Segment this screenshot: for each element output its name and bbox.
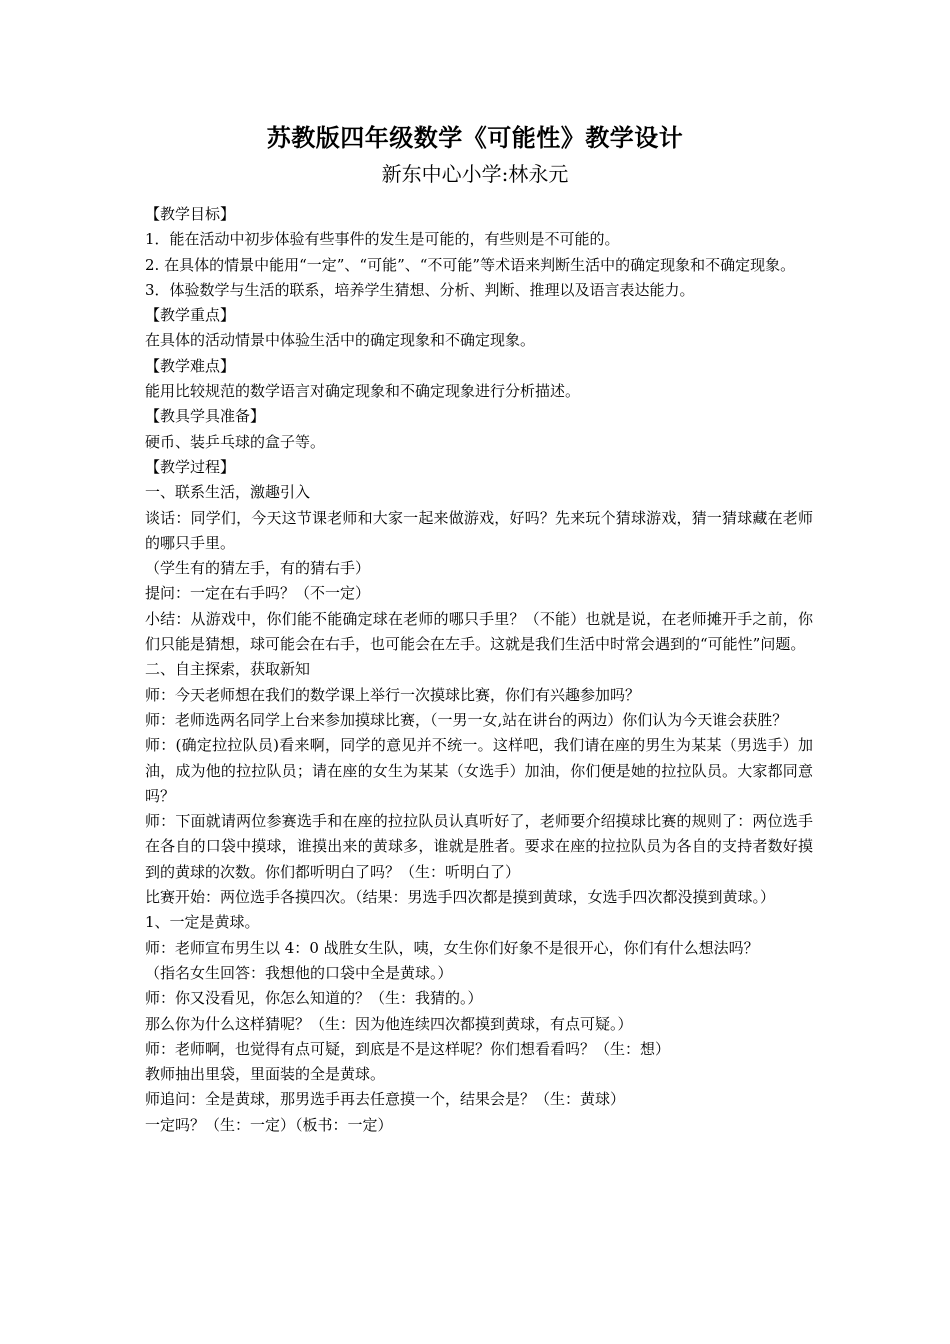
- paragraph: 能用比较规范的数学语言对确定现象和不确定现象进行分析描述。: [145, 382, 581, 401]
- paragraph: 师追问：全是黄球，那男选手再去任意摸一个，结果会是？（生：黄球）: [145, 1090, 626, 1109]
- paragraph: 师：老师宣布男生以 4：0 战胜女生队，咦，女生你们好象不是很开心，你们有什么想法吗？: [145, 938, 759, 957]
- paragraph: 【教学难点】: [145, 356, 236, 375]
- paragraph: 比赛开始：两位选手各摸四次。（结果：男选手四次都是摸到黄球，女选手四次都没摸到黄球。）: [145, 888, 776, 907]
- paragraph: 师：老师选两名同学上台来参加摸球比赛，（一男一女,站在讲台的两边）你们认为今天谁会获胜？: [145, 710, 788, 729]
- paragraph: 【教学目标】: [145, 205, 236, 223]
- paragraph: 提问：一定在右手吗？（不一定）: [145, 584, 371, 603]
- document-title: 苏教版四年级数学《可能性》教学设计: [266, 123, 684, 152]
- paragraph: 1、一定是黄球。: [145, 913, 260, 932]
- paragraph: 【教学重点】: [145, 306, 236, 325]
- paragraph: 3．体验数学与生活的联系，培养学生猜想、分析、判断、推理以及语言表达能力。: [145, 280, 695, 299]
- paragraph: 二、自主探索，获取新知: [145, 660, 311, 679]
- paragraph: 谈话：同学们，今天这节课老师和大家一起来做游戏，好吗？先来玩个猜球游戏，猜一猜球藏在老师的哪只手里。: [145, 508, 813, 552]
- paragraph: 教师抽出里袋，里面装的全是黄球。: [145, 1065, 386, 1084]
- paragraph: 2. 在具体的情景中能用“一定”、“可能”、“不可能”等术语来判断生活中的确定现象和不确定现象。: [145, 255, 796, 274]
- paragraph: 【教具学具准备】: [145, 407, 266, 426]
- paragraph: （指名女生回答：我想他的口袋中全是黄球。）: [145, 963, 453, 982]
- paragraph: 硬币、装乒乓球的盒子等。: [145, 432, 326, 451]
- paragraph: （学生有的猜左手，有的猜右手）: [145, 559, 371, 578]
- paragraph: 小结：从游戏中，你们能不能确定球在老师的哪只手里？（不能）也就是说，在老师摊开手之前，你们只能是猜想，球可能会在右手，也可能会在左手。这就是我们生活中时常会遇到的“可能性”问题。: [145, 609, 813, 654]
- document-subtitle: 新东中心小学:林永元: [381, 162, 569, 186]
- document-body: [145, 202, 813, 1138]
- paragraph: 【教学过程】: [145, 457, 236, 476]
- paragraph: 一、联系生活，激趣引入: [145, 483, 311, 502]
- paragraph: 师：你又没看见，你怎么知道的？（生：我猜的。）: [145, 989, 483, 1008]
- paragraph: 1．能在活动中初步体验有些事件的发生是可能的，有些则是不可能的。: [145, 230, 620, 249]
- paragraph: 一定吗？（生：一定）（板书：一定）: [145, 1115, 393, 1134]
- paragraph: 师：老师啊，也觉得有点可疑，到底是不是这样呢？你们想看看吗？（生：想）: [145, 1039, 671, 1058]
- paragraph: 在具体的活动情景中体验生活中的确定现象和不确定现象。: [145, 331, 536, 350]
- paragraph: 师：(确定拉拉队员)看来啊，同学的意见并不统一。这样吧，我们请在座的男生为某某（男选手）加油，成为他的拉拉队员；请在座的女生为某某（女选手）加油，你们便是她的拉拉队员。大家都同意吗？: [145, 736, 813, 805]
- paragraph: 那么你为什么这样猜呢？（生：因为他连续四次都摸到黄球，有点可疑。）: [145, 1014, 633, 1033]
- paragraph: 师：今天老师想在我们的数学课上举行一次摸球比赛，你们有兴趣参加吗？: [145, 685, 641, 704]
- paragraph: 师：下面就请两位参赛选手和在座的拉拉队员认真听好了，老师要介绍摸球比赛的规则了：两位选手在各自的口袋中摸球，谁摸出来的黄球多，谁就是胜者。要求在座的拉拉队员为各自的支持者数好摸到的黄球的次数。你们都听明白了吗？（生：听明白了）: [145, 812, 813, 881]
